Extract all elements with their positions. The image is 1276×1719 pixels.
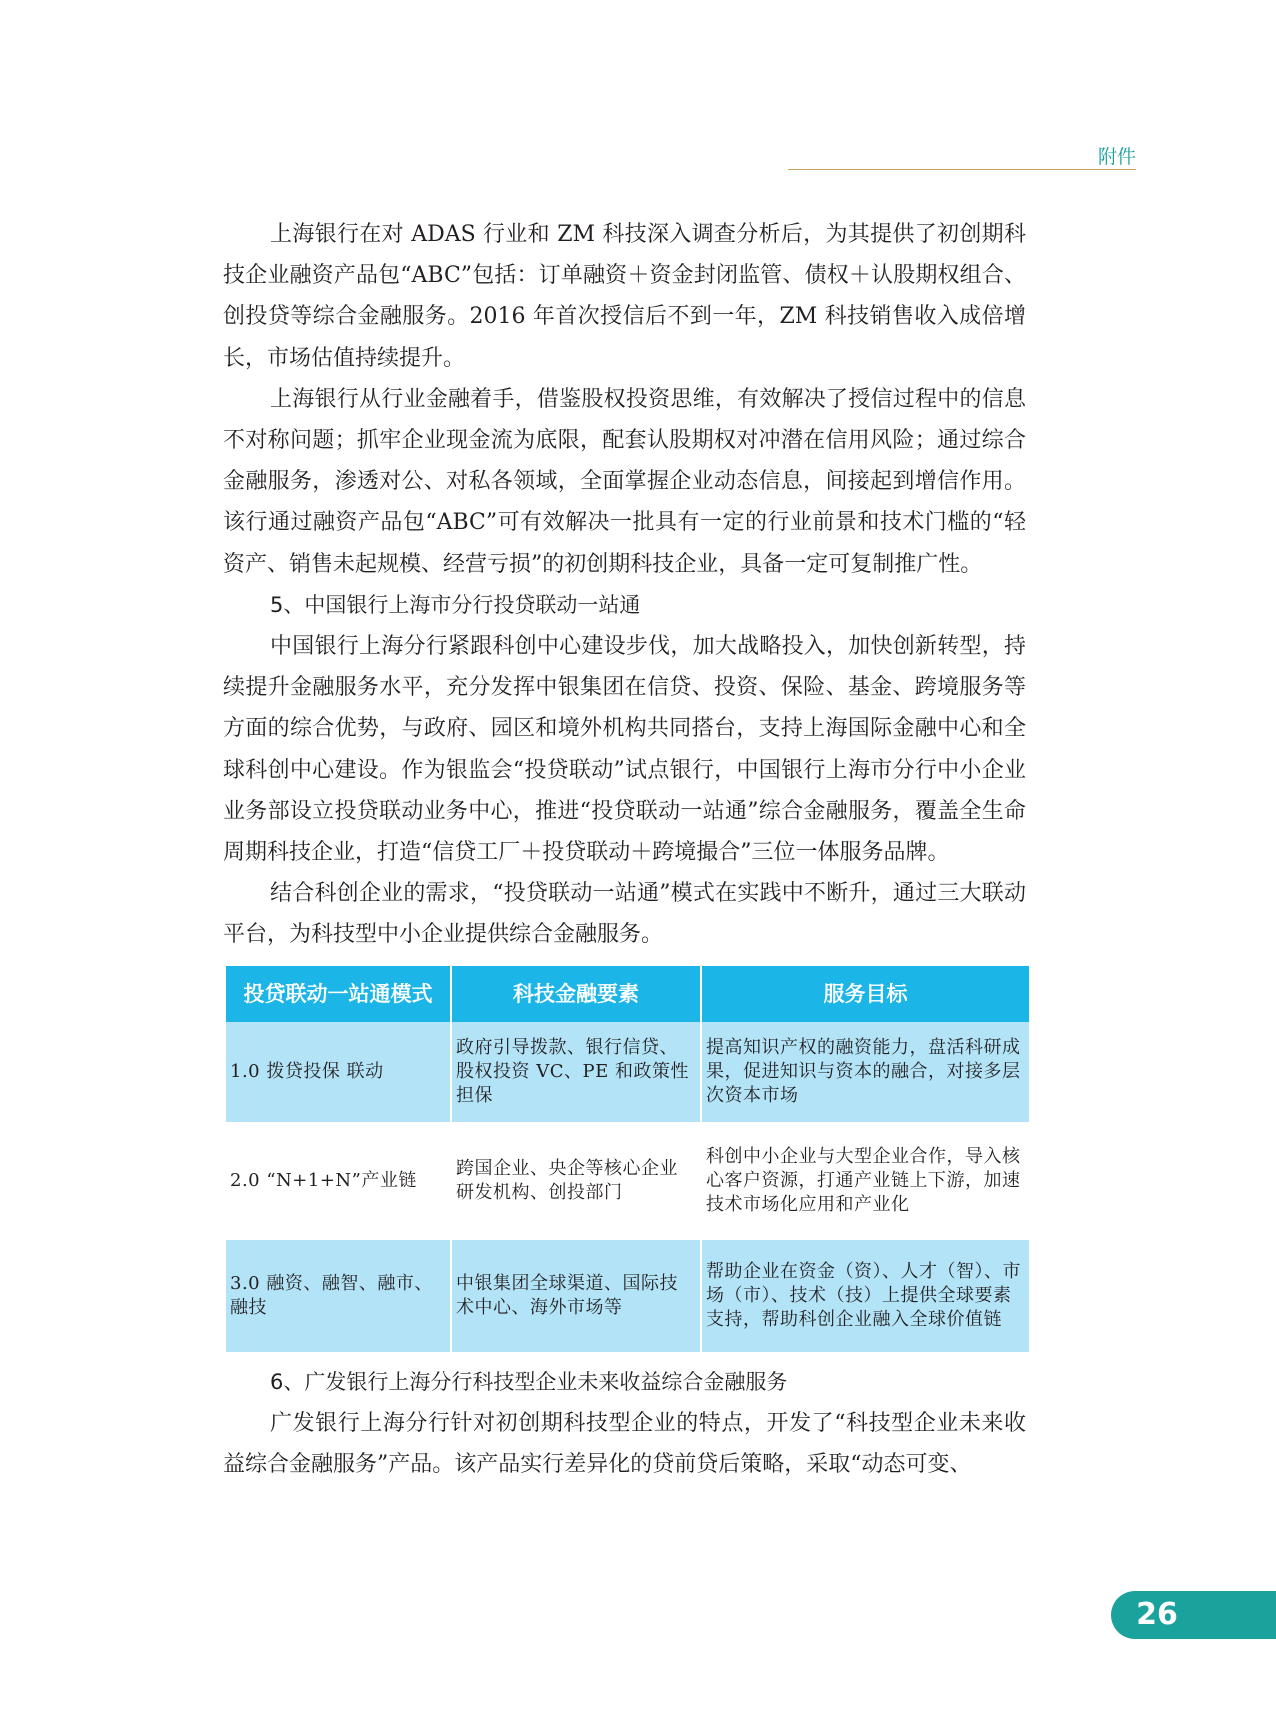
elements-cell: 政府引导拨款、银行信贷、股权投资 VC、PE 和政策性担保 — [451, 1022, 701, 1122]
paragraph: 广发银行上海分行针对初创期科技型企业的特点，开发了“科技型企业未来收益综合金融服务”产品。该产品实行差异化的贷前贷后策略，采取“动态可变、 — [223, 1410, 1026, 1478]
goal-cell: 帮助企业在资金（资）、人才（智）、市场（市）、技术（技）上提供全球要素支持，帮助科创企业融入全球价值链 — [701, 1240, 1029, 1352]
table-row — [226, 1240, 1029, 1352]
section-heading: 6、广发银行上海分行科技型企业未来收益综合金融服务 — [270, 1369, 788, 1394]
paragraph: 结合科创企业的需求，“投贷联动一站通”模式在实践中不断升，通过三大联动平台，为科技型中小企业提供综合金融服务。 — [223, 881, 1026, 948]
header-rule — [788, 169, 1136, 170]
goal-cell: 科创中小企业与大型企业合作，导入核心客户资源，打通产业链上下游，加速技术市场化应用和产业化 — [701, 1122, 1029, 1240]
section-heading: 5、中国银行上海市分行投贷联动一站通 — [270, 592, 641, 617]
table-row — [226, 1022, 1029, 1122]
mode-cell: 3.0 融资、融智、融市、融技 — [226, 1240, 451, 1352]
column-header: 服务目标 — [701, 966, 1029, 1022]
column-header: 科技金融要素 — [451, 966, 701, 1022]
paragraph: 上海银行从行业金融着手，借鉴股权投资思维，有效解决了授信过程中的信息不对称问题；抓牢企业现金流为底限，配套认股期权对冲潜在信用风险；通过综合金融服务，渗透对公、对私各领域，全面掌握企业动态信息，间接起到增信作用。该行通过融资产品包“ABC”可有效解决一批具有一定的行业前景和技术门槛的“轻资产、销售未起规模、经营亏损”的初创期科技企业，具备一定可复制推广性。 — [223, 386, 1026, 577]
table-row — [226, 1122, 1029, 1240]
elements-cell: 中银集团全球渠道、国际技术中心、海外市场等 — [451, 1240, 701, 1352]
page-number-tab — [1111, 1591, 1276, 1639]
mode-table — [226, 966, 1029, 1352]
goal-cell: 提高知识产权的融资能力，盘活科研成果，促进知识与资本的融合，对接多层次资本市场 — [701, 1022, 1029, 1122]
mode-cell: 2.0 “N+1+N”产业链 — [226, 1122, 451, 1240]
section-label: 附件 — [1097, 146, 1136, 168]
page-body — [223, 214, 1026, 1485]
page-number: 26 — [1136, 1597, 1178, 1632]
mode-cell: 1.0 拨贷投保 联动 — [226, 1022, 451, 1122]
column-header: 投贷联动一站通模式 — [226, 966, 451, 1022]
paragraph: 中国银行上海分行紧跟科创中心建设步伐，加大战略投入，加快创新转型，持续提升金融服务水平，充分发挥中银集团在信贷、投资、保险、基金、跨境服务等方面的综合优势，与政府、园区和境外机构共同搭台，支持上海国际金融中心和全球科创中心建设。作为银监会“投贷联动”试点银行，中国银行上海市分行中小企业业务部设立投贷联动业务中心，推进“投贷联动一站通”综合金融服务，覆盖全生命周期科技企业，打造“信贷工厂＋投贷联动＋跨境撮合”三位一体服务品牌。 — [223, 634, 1026, 866]
table-header-row — [226, 966, 1029, 1022]
paragraph: 上海银行在对 ADAS 行业和 ZM 科技深入调查分析后，为其提供了初创期科技企业融资产品包“ABC”包括：订单融资＋资金封闭监管、债权＋认股期权组合、创投贷等综合金融服务。2016 年首次授信后不到一年，ZM 科技销售收入成倍增长，市场估值持续提升。 — [223, 222, 1026, 371]
elements-cell: 跨国企业、央企等核心企业研发机构、创投部门 — [451, 1122, 701, 1240]
